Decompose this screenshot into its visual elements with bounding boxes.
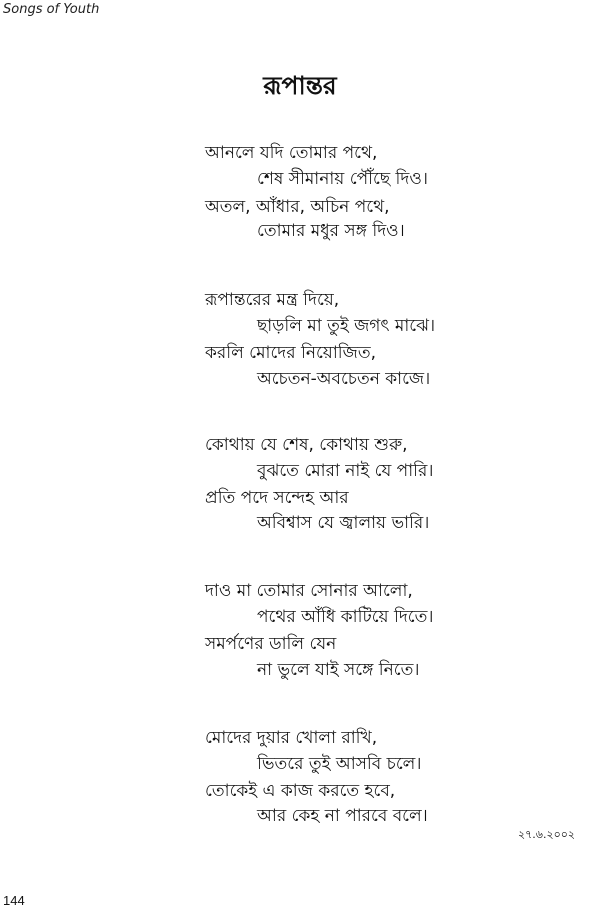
poem-line: পথের আঁধি কাটিয়ে দিতে। — [257, 607, 434, 627]
poem-line: আনলে যদি তোমার পথে, — [205, 143, 378, 163]
poem-line: বুঝতে মোরা নাই যে পারি। — [257, 461, 434, 481]
poem-line: না ভুলে যাই সঙ্গে নিতে। — [257, 660, 420, 680]
poem-line: রূপান্তরের মন্ত্র দিয়ে, — [205, 290, 340, 310]
poem-line: অচেতন-অবচেতন কাজে। — [257, 369, 431, 389]
poem-line: আর কেহ না পারবে বলে। — [257, 806, 428, 826]
poem-title: রূপান্তর — [263, 71, 337, 100]
poem-date: ২৭.৬.২০০২ — [518, 828, 576, 841]
poem-line: দাও মা তোমার সোনার আলো, — [205, 581, 413, 601]
poem-line: তোমার মধুর সঙ্গ দিও। — [257, 221, 405, 241]
poem-line: তোকেই এ কাজ করতে হবে, — [205, 781, 396, 801]
poem-line: ভিতরে তুই আসবি চলে। — [257, 754, 422, 774]
page-number: 144 — [3, 893, 25, 908]
running-head: Songs of Youth — [3, 2, 100, 17]
poem-line: কোথায় যে শেষ, কোথায় শুরু, — [205, 435, 408, 455]
poem-line: প্রতি পদে সন্দেহ আর — [205, 488, 349, 508]
poem-line: সমর্পণের ডালি যেন — [205, 634, 337, 654]
poem-line: ছাড়লি মা তুই জগৎ মাঝে। — [257, 316, 436, 336]
poem-line: করলি মোদের নিয়োজিত, — [205, 343, 376, 363]
poem-line: মোদের দুয়ার খোলা রাখি, — [205, 728, 378, 748]
poem-line: অবিশ্বাস যে জ্বালায় ভারি। — [257, 513, 430, 533]
poem-line: শেষ সীমানায় পৌঁছে দিও। — [257, 169, 428, 189]
poem-line: অতল, আঁধার, অচিন পথে, — [205, 197, 390, 217]
